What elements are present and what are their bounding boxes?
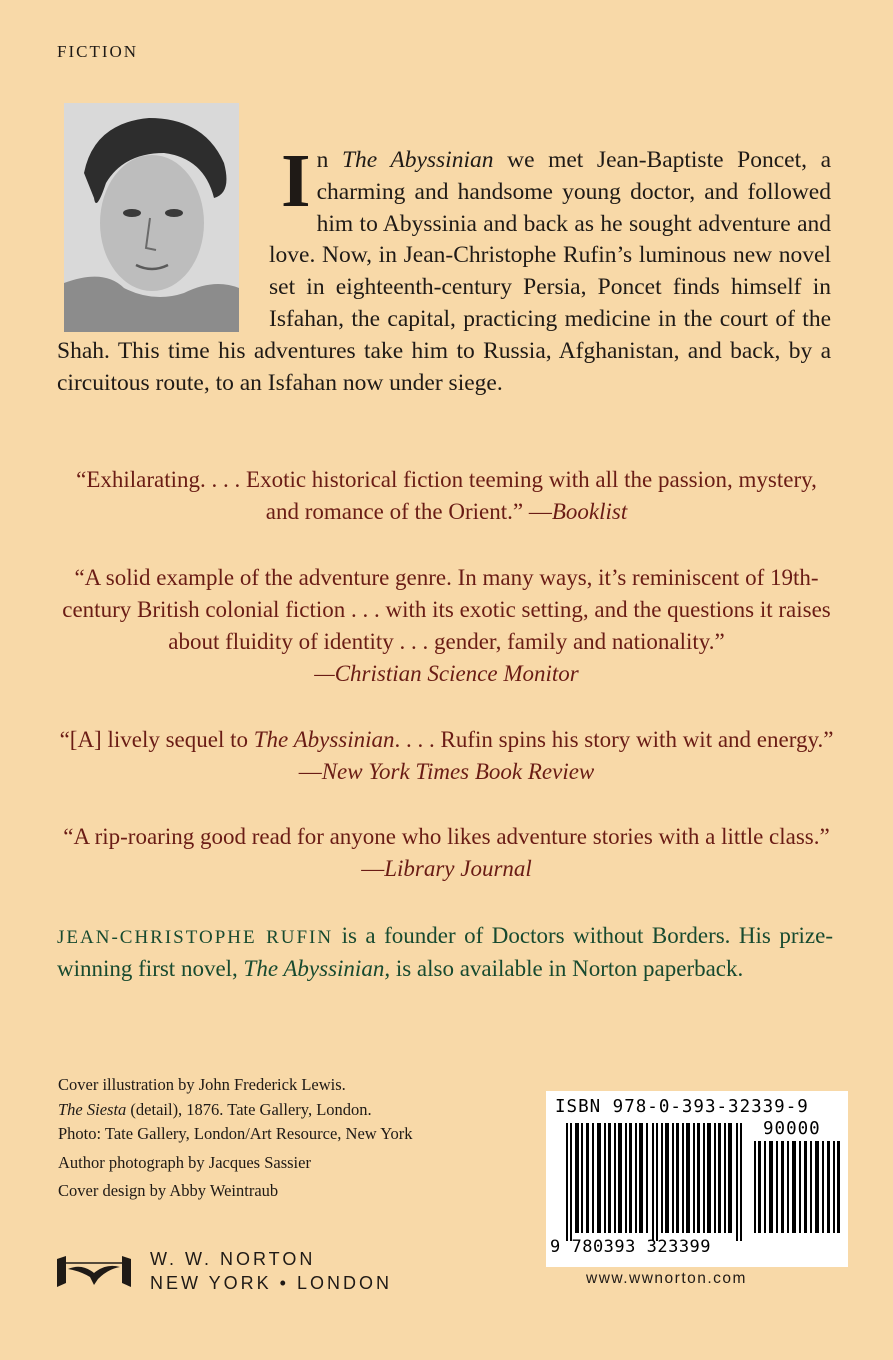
review-quote-2 xyxy=(57,562,836,690)
publisher-name xyxy=(150,1247,392,1295)
credit-painting-title: The Siesta xyxy=(58,1099,127,1119)
author-name: JEAN-CHRISTOPHE RUFIN xyxy=(57,927,334,948)
publisher-website: www.wwnorton.com xyxy=(586,1270,747,1287)
intro-book-title: The Abyssinian xyxy=(341,147,494,173)
cover-credits xyxy=(58,1073,518,1204)
price-code: 90000 xyxy=(763,1119,821,1139)
review-quote-3 xyxy=(57,724,836,788)
bio-book-title: The Abyssinian, xyxy=(243,956,391,981)
author-bio xyxy=(57,920,833,984)
review-quote-4 xyxy=(57,821,836,885)
bio-text-b: is also available in Norton paperback. xyxy=(390,956,744,981)
quote-2-source: —Christian Science Monitor xyxy=(314,661,579,686)
intro-lead: n xyxy=(316,147,342,173)
quote-3-text-a: “[A] lively sequel to xyxy=(59,727,254,752)
ean-number: 9 780393 323399 xyxy=(550,1237,712,1257)
quote-1-source: Booklist xyxy=(551,499,628,524)
ean-barcode-icon xyxy=(566,1123,746,1241)
credit-photo: Photo: Tate Gallery, London/Art Resource, New York xyxy=(58,1124,413,1143)
isbn-number: ISBN 978-0-393-32339-9 xyxy=(555,1097,809,1117)
quote-3-text-b: . . . . Rufin spins his story with wit and energy.” — xyxy=(298,727,834,784)
quote-2-text: “A solid example of the adventure genre. In many ways, it’s reminiscent of 19th-century British colonial fiction . . . with its exotic setting, and the questions it raises about fluidity of identity . . . gender, family and nationality.” xyxy=(62,565,831,654)
credit-illustration: Cover illustration by John Frederick Lewis. xyxy=(58,1075,346,1094)
credit-painting xyxy=(58,1098,518,1123)
quote-4-source: Library Journal xyxy=(384,856,532,881)
genre-label: FICTION xyxy=(57,42,139,61)
intro-paragraph xyxy=(57,139,831,399)
barcode xyxy=(546,1091,848,1267)
credit-painting-detail: (detail), 1876. Tate Gallery, London. xyxy=(126,1099,372,1119)
publisher-location: NEW YORK • LONDON xyxy=(150,1273,392,1293)
credit-author-photo: Author photograph by Jacques Sassier xyxy=(58,1152,311,1172)
quote-3-source: New York Times Book Review xyxy=(321,759,595,784)
review-quote-1 xyxy=(57,464,836,528)
quote-3-title: The Abyssinian xyxy=(253,727,395,752)
dropcap: I xyxy=(281,139,311,223)
quote-1-text: “Exhilarating. . . . Exotic historical fiction teeming with all the passion, mystery, and romance of the Orient.” — xyxy=(76,467,817,524)
bio-text-a: is a founder of Doctors without Borders. His prize-winning first novel, xyxy=(57,923,833,981)
publisher-title: W. W. NORTON xyxy=(150,1249,316,1269)
credit-design: Cover design by Abby Weintraub xyxy=(58,1181,279,1200)
norton-seagull-logo-icon xyxy=(54,1253,134,1291)
intro-text: we met Jean-Baptiste Poncet, a charming and handsome young doctor, and followed him to Abyssinia and back as he sought adventure and love. Now, in Jean-Christophe Rufin’s luminous new novel set in eighteenth-century Persia, Poncet finds himself in Isfahan, the capital, practicing medicine in the court of the Shah. This time his adventures take him to Russia, Afghanistan, and back, by a circuitous route, to an Isfahan now under siege. xyxy=(57,147,831,396)
publisher-block xyxy=(54,1247,414,1299)
quote-4-text: “A rip-roaring good read for anyone who likes adventure stories with a little class.” — xyxy=(63,824,830,881)
price-barcode-icon xyxy=(754,1141,840,1233)
